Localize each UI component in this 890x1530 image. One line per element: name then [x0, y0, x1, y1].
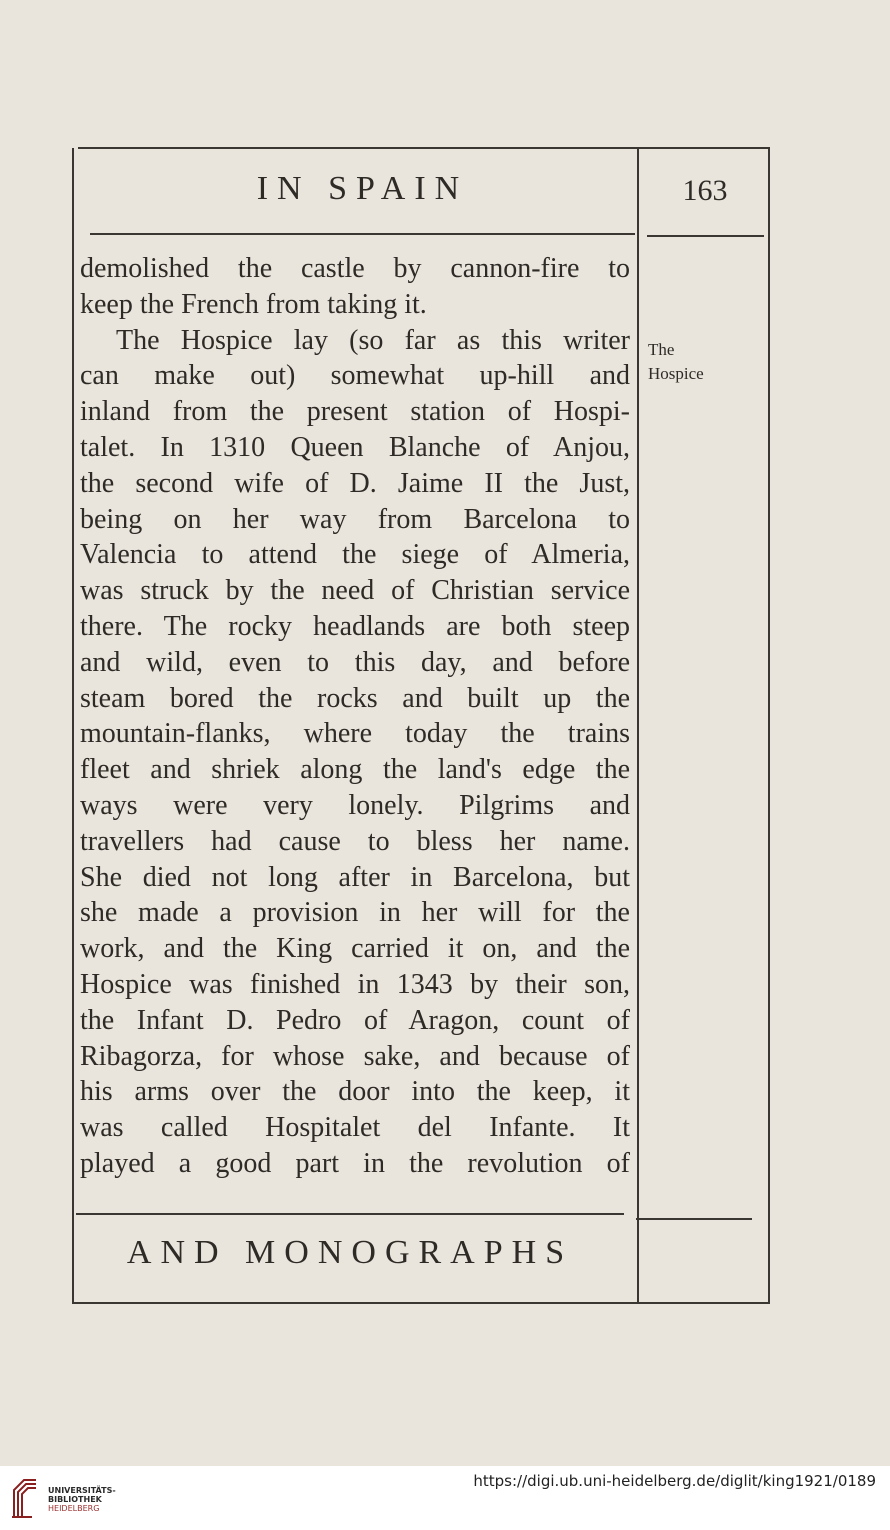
text-line: there. The rocky headlands are both steep [80, 610, 630, 642]
library-name [48, 1486, 116, 1513]
text-line: keep the French from taking it. [80, 288, 427, 320]
margin-note-line: Hospice [648, 364, 704, 383]
text-line: Ribagorza, for whose sake, and because of [80, 1040, 630, 1072]
text-line: demolished the castle by cannon-fire to [80, 253, 630, 284]
text-line: ways were very lonely. Pilgrims and [80, 789, 630, 821]
text-line: was called Hospitalet del Infante. It [80, 1112, 630, 1144]
text-line: she made a provision in her will for the [80, 897, 630, 929]
page-number: 163 [682, 174, 728, 207]
text-line: steam bored the rocks and built up the [80, 682, 630, 714]
text-line: fleet and shriek along the land's edge the [80, 754, 630, 786]
text-line: talet. In 1310 Queen Blanche of Anjou, [80, 431, 630, 463]
text-line: can make out) somewhat up-hill and [80, 360, 630, 392]
text-line: the second wife of D. Jaime II the Just, [80, 467, 630, 499]
library-logo-icon [10, 1476, 40, 1520]
footer-title: AND MONOGRAPHS [126, 1234, 574, 1271]
library-name-line: UNIVERSITÄTS- [48, 1486, 116, 1495]
body-text [80, 251, 630, 1182]
text-line: The Hospice lay (so far as this writer [116, 324, 630, 356]
library-name-line: BIBLIOTHEK [48, 1495, 102, 1504]
running-title: IN SPAIN [256, 170, 469, 207]
text-line: was struck by the need of Christian service [80, 575, 630, 607]
text-line: inland from the present station of Hospi- [80, 396, 630, 428]
text-line: played a good part in the revolution of [80, 1147, 630, 1179]
column-divider [637, 148, 639, 1302]
footer-rule-margin [636, 1218, 752, 1220]
text-line: his arms over the door into the keep, it [80, 1076, 630, 1108]
text-line: the Infant D. Pedro of Aragon, count of [80, 1004, 630, 1036]
text-line: and wild, even to this day, and before [80, 646, 630, 678]
text-line: She died not long after in Barcelona, but [80, 861, 630, 893]
text-line: Valencia to attend the siege of Almeria, [80, 539, 630, 571]
text-line: mountain-flanks, where today the trains [80, 718, 630, 750]
source-url[interactable]: https://digi.ub.uni-heidelberg.de/diglit/king1921/0189 [473, 1472, 876, 1490]
header-rule-margin [647, 235, 764, 237]
margin-note-line: The [648, 340, 675, 359]
margin-note [648, 338, 758, 386]
text-line: work, and the King carried it on, and the [80, 933, 630, 965]
text-line: travellers had cause to bless her name. [80, 825, 630, 857]
text-line: being on her way from Barcelona to [80, 503, 630, 535]
text-line: Hospice was finished in 1343 by their son, [80, 968, 630, 1000]
footer-rule [76, 1213, 624, 1215]
header-rule [90, 233, 635, 235]
library-name-line: HEIDELBERG [48, 1504, 100, 1513]
